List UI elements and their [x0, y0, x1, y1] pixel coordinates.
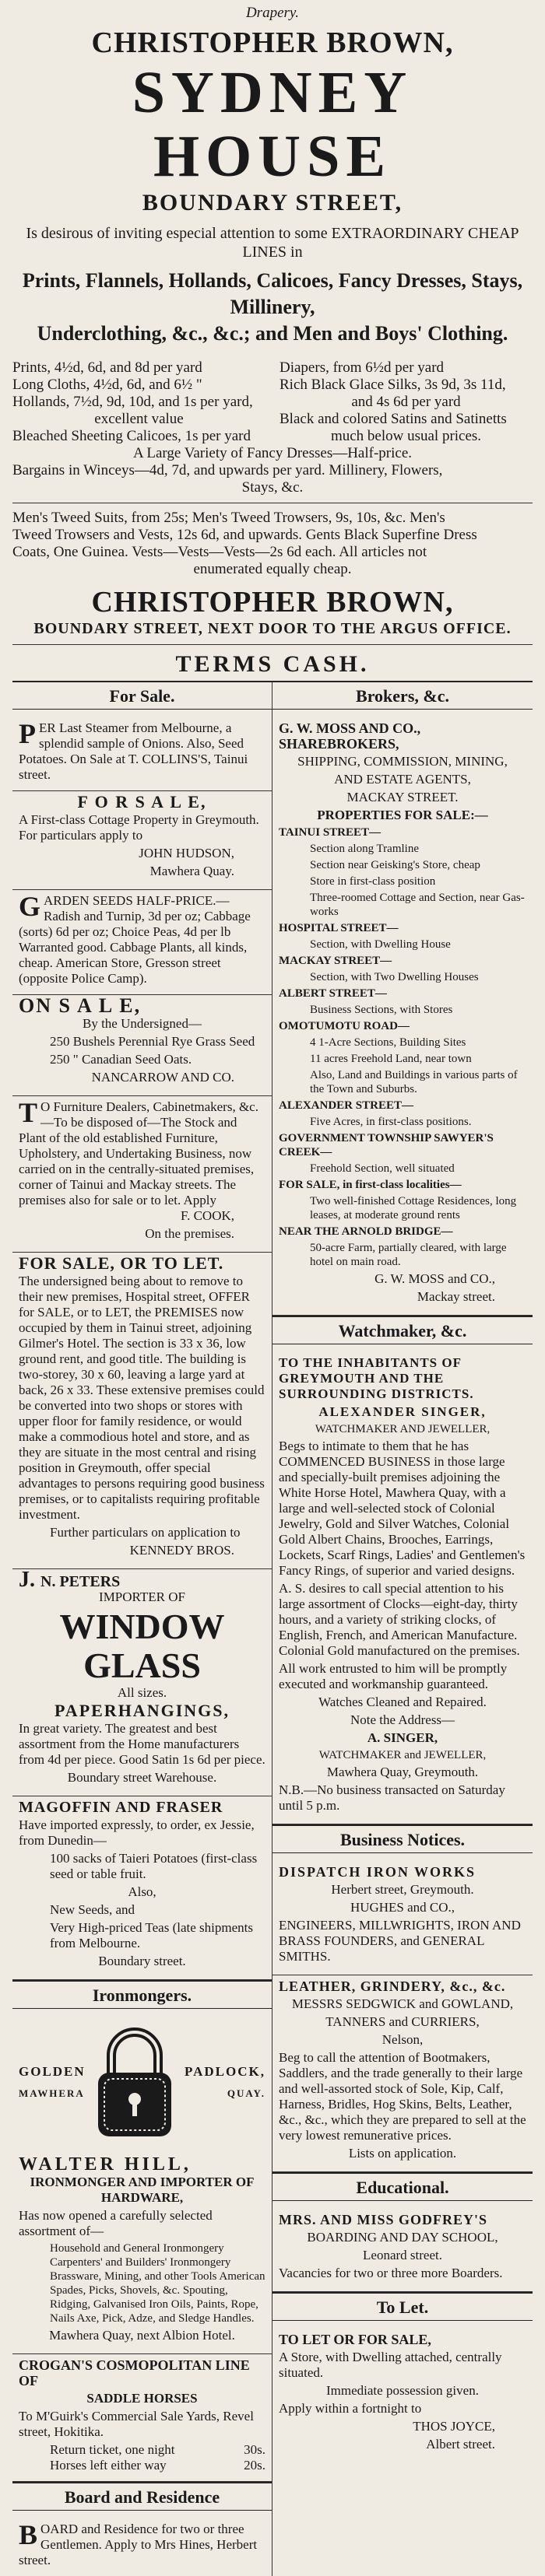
price-item: Prints, 4½d, 6d, and 8d per yard — [12, 359, 202, 376]
ad-signature: Mawhera Quay, Greymouth. — [326, 1765, 479, 1779]
drop-cap: G — [19, 891, 41, 922]
product-line: Prints, Flannels, Hollands, Calicoes, Fancy Dresses, Stays, Millinery, — [22, 269, 523, 318]
property-item: Freehold Section, well situated — [310, 1162, 455, 1175]
ad-text: TANNERS and CURRIERS, — [325, 2014, 480, 2029]
drop-cap: T — [279, 1355, 289, 1370]
ad-title: RS. AND MISS GODFREY'S — [293, 2212, 488, 2227]
ad-text: New Seeds, and — [50, 1902, 135, 1917]
advertiser-address: BOUNDARY STREET, NEXT DOOR TO THE ARGUS OFFICE. — [33, 620, 512, 637]
section-heading-watchmaker: Watchmaker, &c. — [272, 1316, 533, 1344]
mens-line: Tweed Trowsers and Vests, 12s 6d, and upwards. Gents Black Superfine Dress — [12, 527, 477, 543]
ad-text: Watches Cleaned and Repaired. — [318, 1695, 487, 1709]
ad-signature: G. W. MOSS and CO., — [374, 1271, 495, 1286]
drop-cap: O — [19, 994, 37, 1017]
ad-text: Has now opened a carefully selected assortment of— — [19, 2208, 213, 2238]
price-list — [12, 359, 533, 445]
mawhera-label: MAWHERA — [19, 2087, 85, 2099]
ad-premises — [12, 1253, 272, 1569]
price-item: Rich Black Glace Silks, 3s 9d, 3s 11d, — [280, 377, 506, 393]
ad-signature: Mackay street. — [417, 1289, 495, 1304]
ad-text: Also, — [128, 1884, 156, 1899]
ad-cottage — [12, 791, 272, 890]
ad-magoffin — [12, 1796, 272, 1980]
property-heading: ALBERT STREET— — [279, 987, 387, 1000]
ad-signature: F. COOK, — [180, 1208, 234, 1223]
ad-walter-hill — [12, 2154, 272, 2354]
ad-signature: On the premises. — [145, 1226, 234, 1241]
ad-store-to-let — [272, 2329, 533, 2462]
fare-row — [19, 2442, 265, 2458]
ad-text: Immediate possession given. — [326, 2383, 479, 2398]
price-list-right — [265, 359, 533, 445]
ad-title: F O R S A L E, — [77, 792, 207, 811]
ad-title: AGOFFIN AND FRASER — [33, 1799, 223, 1816]
property-item: Three-roomed Cottage and Section, near Gas-works — [310, 892, 525, 918]
drapery-ad — [12, 5, 533, 678]
section-heading-ironmongers: Ironmongers. — [12, 1980, 272, 2009]
section-heading-for-sale: For Sale. — [12, 682, 272, 710]
ad-title: ISPATCH IRON WORKS — [290, 1864, 476, 1880]
ad-text: A First-class Cottage Property in Greymouth. For particulars apply to — [19, 812, 259, 843]
price-list-left — [12, 359, 265, 445]
ad-signature: KENNEDY BROS. — [129, 1543, 234, 1558]
ad-dispatch-iron-works — [272, 1861, 533, 1975]
property-heading: NEAR THE ARNOLD BRIDGE— — [279, 1225, 453, 1238]
price-item: Black and colored Satins and Satinetts — [280, 411, 507, 427]
product-line: Underclothing, &c., &c.; and Men and Boys' Clothing. — [37, 322, 508, 345]
fare-label: Return ticket, one night — [50, 2442, 175, 2457]
ad-furniture — [12, 1096, 272, 1253]
property-heading: FOR SALE, in first-class localities— — [279, 1179, 462, 1191]
section-heading-educational: Educational. — [272, 2172, 533, 2201]
ad-text: Mawhera Quay, next Albion Hotel. — [49, 2328, 235, 2343]
drop-cap: F — [19, 1253, 30, 1273]
drop-cap: D — [279, 1864, 290, 1880]
drop-cap: B — [19, 2519, 38, 2550]
property-item: Section, with Dwelling House — [310, 938, 451, 951]
fare-value: 20s. — [244, 2458, 265, 2473]
price-item: and 4s 6d per yard — [351, 394, 461, 410]
watchmaker-name: ALEXANDER SINGER, — [318, 1404, 487, 1419]
ad-text: Household and General Ironmongery Carpenters' and Builders' Ironmongery Brassware, Mining, and other Tools American Spades, Picks, Shovels, &c. Spouting, Ridging, Galvanised Iron Oils, Paints, Rope, Nails Axe, Pick, Adze, and Sledge Handles. — [50, 2242, 265, 2325]
golden-label: GOLDEN — [19, 2064, 86, 2079]
section-heading-brokers: Brokers, &c. — [272, 682, 533, 710]
ad-text: Have imported expressly, to order, ex Jessie, from Dunedin— — [19, 1817, 255, 1848]
drop-cap: L — [279, 1978, 290, 1994]
ad-text: ARDEN SEEDS HALF-PRICE.—Radish and Turnip, 3d per oz; Cabbage (sorts) 6d per oz; Choice Peas, 4d per lb Warranted good. Cabbage Plants, all kinds, cheap. American Store, Gresson street (opposite Police Camp). — [19, 893, 251, 986]
ad-item: 250 " Canadian Seed Oats. — [50, 1052, 192, 1067]
fare-row — [19, 2458, 265, 2473]
ad-text: A. S. desires to call special attention to his large assortment of Clocks—eight-day, thirty hours, and a variety of striking clocks, of English, French, and American Manufacture. Colonial Gold manufactured on the premises. — [279, 1581, 520, 1658]
ad-signature: WATCHMAKER and JEWELLER, — [318, 1749, 487, 1761]
ad-text: In great variety. The greatest and best assortment from the Home manufacturers from 4d per piece. Good Satin 1s 6d per piece. — [19, 1721, 265, 1767]
quay-label: QUAY. — [227, 2087, 265, 2099]
ad-title: EATHER, GRINDERY, &c., &c. — [289, 1978, 506, 1994]
property-heading: OMOTUMOTU ROAD— — [279, 1020, 410, 1032]
mens-clothing — [12, 510, 533, 578]
property-heading: MACKAY STREET— — [279, 955, 392, 967]
ad-signature: A. SINGER, — [367, 1730, 438, 1745]
ad-text: All sizes. — [117, 1685, 167, 1700]
mens-line: enumerated equally cheap. — [193, 561, 352, 577]
ad-title: ALTER HILL, — [38, 2154, 192, 2175]
initial: J. — [19, 1568, 35, 1592]
property-heading: GOVERNMENT TOWNSHIP SAWYER'S CREEK— — [279, 1132, 494, 1158]
ad-on-sale — [12, 995, 272, 1096]
ad-text: By the Undersigned— — [83, 1016, 202, 1031]
ad-text: Very High-priced Teas (late shipments from Melbourne. — [50, 1920, 253, 1950]
ad-text: The undersigned being about to remove to their new premises, Hospital street, OFFER for SALE, or to LET, the PREMISES now occupied by them in Tainui street, adjoining Gilmer's Hotel. The section is 33 x 36, low ground rent, and good title. The building is two-storey, 30 x 60, leaving a large yard at back, 26 x 33. These extensive premises could be converted into two shops or stores with upper floor for family residence, or would make a commodious hotel and store, and as they are situate in the most central and rising position in Greymouth, offer special advantages to persons requiring good business premises, or to capitalists requiring profitable investment. — [19, 1274, 265, 1522]
merchant-name: N. PETERS — [40, 1573, 121, 1590]
ad-title: OR SALE, OR TO LET. — [30, 1253, 224, 1273]
property-item: Section, with Two Dwelling Houses — [310, 971, 479, 983]
advertiser-name: CHRISTOPHER BROWN, — [91, 26, 454, 59]
drop-cap: W — [19, 2154, 39, 2175]
product-lines — [12, 268, 533, 347]
price-item: Hollands, 7½d, 9d, 10d, and 1s per yard, — [12, 394, 253, 410]
ad-text: Further particulars on application to — [50, 1525, 241, 1540]
mens-line: Men's Tweed Suits, from 25s; Men's Tweed Trowsers, 9s, 10s, &c. Men's — [12, 510, 445, 526]
fare-value: 30s. — [244, 2442, 265, 2457]
property-item: 4 1-Acre Sections, Building Sites — [310, 1036, 466, 1049]
ad-text: OARD and Residence for two or three Gentlemen. Apply to Mrs Hines, Herbert street. — [19, 2522, 258, 2567]
padlock-label: PADLOCK, — [185, 2064, 265, 2079]
drop-cap: M — [279, 2212, 293, 2227]
drop-cap: T — [279, 2332, 288, 2347]
section-heading-board: Board and Residence — [12, 2482, 272, 2511]
property-item: Business Sections, with Stores — [310, 1004, 453, 1016]
bargains-line: Bargains in Winceys—4d, 7d, and upwards per yard. Millinery, Flowers, — [12, 462, 443, 478]
property-list — [279, 825, 526, 1269]
ad-subtitle: SADDLE HORSES — [86, 2391, 198, 2406]
price-item: Diapers, from 6½d per yard — [280, 359, 445, 376]
ad-text: Beg to call the attention of Bootmakers, Saddlers, and the trade generally to their large and well-assorted stock of Sole, Kip, Calf, Harness, Bridles, Hog Skins, Belts, Leather, &c., &c., which they are prepared to sell at the very lowest remunerative prices. — [279, 2050, 526, 2143]
ad-text: Herbert street, Greymouth. — [331, 1882, 474, 1897]
padlock-icon — [92, 2024, 178, 2141]
ad-text: HUGHES and CO., — [350, 1900, 455, 1915]
ad-text: MESSRS SEDGWICK and GOWLAND, — [291, 1996, 514, 2011]
ad-subtitle: IRONMONGER AND IMPORTER OF HARDWARE, — [30, 2175, 255, 2205]
right-column — [272, 682, 533, 2576]
ad-window-glass — [12, 1569, 272, 1796]
ad-text: Boundary street. — [98, 1954, 186, 1968]
ad-subtitle: SHIPPING, COMMISSION, MINING, — [297, 754, 508, 769]
window-glass-title: WINDOW GLASS — [59, 1607, 225, 1685]
fare-label: Horses left either way — [50, 2458, 167, 2473]
ad-title: W. MOSS AND CO., SHAREBROKERS, — [279, 720, 421, 752]
ad-crogan-horses — [12, 2354, 272, 2482]
ad-text: Nelson, — [382, 2032, 424, 2047]
ad-onions — [12, 717, 272, 791]
ad-subtitle: MACKAY STREET. — [346, 790, 459, 804]
property-item: Store in first-class position — [310, 875, 436, 888]
ad-text: Boundary street Warehouse. — [67, 1770, 217, 1785]
section-heading-to-let: To Let. — [272, 2292, 533, 2321]
property-heading: ALEXANDER STREET— — [279, 1099, 413, 1112]
intro-line: Is desirous of inviting especial attention to some EXTRAORDINARY CHEAP — [26, 225, 519, 242]
ad-text: Vacancies for two or three more Boarders. — [279, 2266, 503, 2280]
advertiser-name-footer: CHRISTOPHER BROWN, — [91, 586, 454, 619]
newspaper-page — [8, 0, 537, 2576]
fancy-dresses: A Large Variety of Fancy Dresses—Half-price. — [132, 445, 413, 461]
stays-line: Stays, &c. — [241, 479, 304, 496]
ad-signature: JOHN HUDSON, — [139, 846, 234, 860]
ad-item: 250 Bushels Perennial Rye Grass Seed — [50, 1034, 255, 1049]
drop-cap: P — [19, 718, 36, 749]
ad-text: To M'Guirk's Commercial Sale Yards, Revel street, Hokitika. — [19, 2409, 254, 2439]
ad-text: A Store, with Dwelling attached, centrally situated. — [279, 2350, 502, 2380]
property-item: Also, Land and Buildings in various parts of the Town and Suburbs. — [310, 1069, 518, 1095]
drop-cap: M — [19, 1799, 34, 1816]
price-item: excellent value — [94, 411, 184, 427]
intro-line: LINES in — [242, 244, 303, 261]
ad-signature: THOS JOYCE, — [413, 2419, 495, 2434]
ad-godfrey-school — [272, 2209, 533, 2292]
property-heading: TAINUI STREET— — [279, 826, 382, 839]
classifieds — [12, 681, 533, 2576]
ad-golden-padlock — [12, 2017, 272, 2154]
ad-text: Lists on application. — [348, 2146, 457, 2161]
ad-text: IMPORTER OF — [99, 1589, 185, 1604]
ad-subtitle: AND ESTATE AGENTS, — [334, 772, 471, 787]
ad-text: ER Last Steamer from Melbourne, a splendid sample of Onions. Also, Seed Potatoes. On Sale at T. COLLINS'S, Tainui street. — [19, 720, 248, 782]
drop-cap: G — [279, 720, 290, 736]
ad-signature: Mawhera Quay. — [149, 864, 234, 878]
price-item: Bleached Sheeting Calicoes, 1s per yard — [12, 428, 251, 444]
ad-text: Leonard street. — [363, 2248, 442, 2262]
section-heading-drapery: Drapery. — [245, 5, 300, 21]
ad-text: Note the Address— — [350, 1712, 455, 1727]
ad-title: N S A L E, — [36, 994, 142, 1017]
ad-title: O THE INHABITANTS OF GREYMOUTH AND THE SURROUNDING DISTRICTS. — [279, 1355, 474, 1401]
ad-text: BOARDING AND DAY SCHOOL, — [307, 2230, 498, 2245]
ad-text: All work entrusted to him will be promptly executed and workmanship guaranteed. — [279, 1661, 508, 1691]
property-item: 50-acre Farm, partially cleared, with large hotel on main road. — [310, 1242, 507, 1268]
store-street: BOUNDARY STREET, — [142, 190, 403, 216]
property-heading: HOSPITAL STREET— — [279, 922, 399, 934]
ad-garden-seeds — [12, 890, 272, 995]
left-column — [12, 682, 272, 2576]
ad-subtitle: PROPERTIES FOR SALE:— — [317, 808, 488, 822]
ad-title: ROGAN'S COSMOPOLITAN LINE OF — [19, 2357, 250, 2388]
ad-moss-brokers: G. W. MOSS AND CO., SHAREBROKERS, SHIPPING, COMMISSION, MINING, AND ESTATE AGENTS, MACKAY STREET. PROPERTIES FOR SALE:— TAINUI STREET— Section along Tramline Section near Geisking's Store, cheap Store in first-class position Three-roomed Cottage and Section, near Gas-works HOSPITAL STREET— Section, with Dwelling House MACKAY STREET— Section, with Two Dwelling Houses ALBERT STREET— Business Sections, with Stores OMOTUMOTU ROAD— 4 1-Acre Sections, Building Sites 11 acres Freehold Land, near town Also, Land and Buildings in various parts of the Town and Suburbs. ALEXANDER STREET— Five Acres, in first-class positions. GOVERNMENT TOWNSHIP SAWYER'S CREEK— Freehold Section, well situated FOR SALE, in first-class localities— Two well-finished Cottage Residences, long leases, at moderate ground rents NEAR THE ARNOLD BRIDGE— 50-acre Farm, partially cleared, with large hotel on main road. G. W. MOSS and CO., Mackay street. — [272, 717, 533, 1316]
ad-singer-watchmaker — [272, 1352, 533, 1824]
section-heading-business: Business Notices. — [272, 1824, 533, 1853]
property-item: Section near Geisking's Store, cheap — [310, 859, 480, 871]
ad-signature: Albert street. — [426, 2437, 495, 2452]
drop-cap: C — [19, 2357, 29, 2373]
price-item: Long Cloths, 4½d, 6d, and 6½ " — [12, 377, 202, 393]
intro-text — [12, 224, 533, 261]
ad-text: 100 sacks of Taieri Potatoes (first-class seed or table fruit. — [50, 1851, 258, 1881]
watchmaker-trade: WATCHMAKER AND JEWELLER, — [315, 1423, 490, 1435]
ad-signature: NANCARROW AND CO. — [91, 1070, 234, 1085]
price-item: much below usual prices. — [330, 428, 482, 444]
ad-board-residence — [12, 2518, 272, 2576]
ad-text: Apply within a fortnight to — [279, 2401, 422, 2416]
ad-text: ENGINEERS, MILLWRIGHTS, IRON AND BRASS FOUNDERS, and GENERAL SMITHS. — [279, 1918, 521, 1964]
padlock-row — [19, 2024, 265, 2141]
property-item: Two well-finished Cottage Residences, long leases, at moderate ground rents — [310, 1195, 517, 1221]
ad-subtitle: PAPERHANGINGS, — [54, 1701, 230, 1720]
divider — [12, 644, 533, 645]
terms-cash: TERMS CASH. — [175, 651, 370, 677]
ad-leather-grindery — [272, 1975, 533, 2172]
mens-line: Coats, One Guinea. Vests—Vests—Vests—2s 6d each. All articles not — [12, 544, 427, 560]
store-name: SYDNEY HOUSE — [132, 60, 413, 189]
property-item: Five Acres, in first-class positions. — [310, 1116, 472, 1128]
drop-cap: T — [19, 1097, 38, 1128]
property-item: 11 acres Freehold Land, near town — [310, 1053, 472, 1065]
property-item: Section along Tramline — [310, 843, 419, 855]
ad-text: Begs to intimate to them that he has COMMENCED BUSINESS in those large and specially-built premises adjoining the White Horse Hotel, Mawhera Quay, with a large and well-selected stock of Colonial Jewelry, Gold and Silver Watches, Colonial Gold Albert Chains, Brooches, Earrings, Lockets, Scarf Rings, Ladies' and Gentlemen's Fancy Rings, of superior and varied designs. — [279, 1439, 526, 1578]
ad-text: O Furniture Dealers, Cabinetmakers, &c.—To be disposed of—The Stock and Plant of the old established Furniture, Upholstery, and Undertaking Business, now carried on in the centrally-situated premises, corner of Tainui and Mackay streets. The premises also for sale or to let. Apply — [19, 1099, 258, 1207]
ad-title: O LET OR FOR SALE, — [287, 2332, 431, 2347]
ad-note: N.B.—No business transacted on Saturday until 5 p.m. — [279, 1782, 505, 1813]
